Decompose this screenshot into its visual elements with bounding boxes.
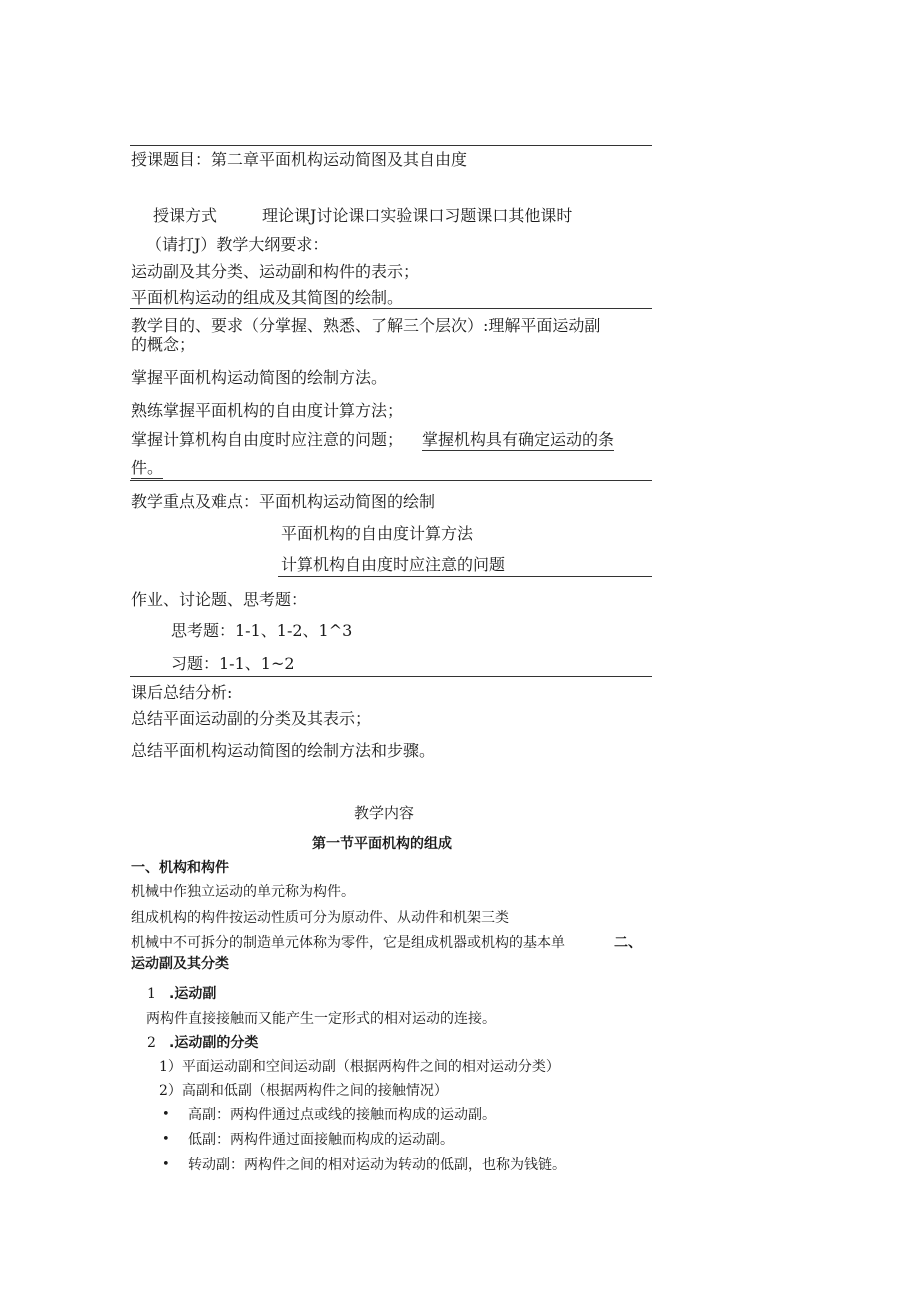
item-1-description: 两构件直接接触而又能产生一定形式的相对运动的连接。 bbox=[146, 1011, 496, 1027]
classification-2: 2）高副和低副（根据两构件之间的接触情况） bbox=[159, 1083, 448, 1099]
objectives-line-5b: 掌握机构具有确定运动的条 bbox=[422, 430, 615, 449]
key-points-line-1: 教学重点及难点：平面机构运动简图的绘制 bbox=[131, 492, 436, 511]
top-rule bbox=[130, 145, 652, 146]
bullet-icon: • bbox=[162, 1107, 170, 1122]
classification-1: 1）平面运动副和空间运动副（根据两构件之间的相对运动分类） bbox=[159, 1059, 560, 1075]
syllabus-line-1: 运动副及其分类、运动副和构件的表示； bbox=[131, 262, 420, 281]
homework-exercise: 习题：1-1、1~2 bbox=[171, 654, 295, 673]
summary-title: 课后总结分析: bbox=[131, 683, 233, 702]
paragraph-3-bold: 二、 bbox=[614, 935, 642, 951]
course-topic: 授课题目：第二章平面机构运动简图及其自由度 bbox=[131, 150, 468, 169]
syllabus-line-2: 平面机构运动的组成及其简图的绘制。 bbox=[131, 288, 404, 307]
homework-title: 作业、讨论题、思考题： bbox=[131, 590, 308, 609]
item-2-number: 2 bbox=[147, 1035, 156, 1051]
bullet-item-3: 转动副：两构件之间的相对运动为转动的低副，也称为钱链。 bbox=[188, 1157, 566, 1173]
bullet-item-2: 低副：两构件通过面接触而构成的运动副。 bbox=[188, 1132, 454, 1148]
rule-key-points-end bbox=[278, 576, 652, 577]
objectives-line-6: 件。 bbox=[131, 458, 164, 477]
summary-line-1: 总结平面运动副的分类及其表示； bbox=[131, 709, 372, 728]
rule-key-points bbox=[130, 480, 652, 481]
item-2-title: .运动副的分类 bbox=[169, 1035, 259, 1051]
content-heading: 教学内容 bbox=[354, 804, 415, 822]
objectives-line-1: 教学目的、要求（分掌握、熟悉、了解三个层次）:理解平面运动副 bbox=[131, 316, 601, 335]
key-points-line-2: 平面机构的自由度计算方法 bbox=[281, 524, 474, 543]
rule-summary bbox=[130, 676, 652, 677]
method-options: 理论课J讨论课口实验课口习题课口其他课时 bbox=[262, 206, 573, 225]
rule-objectives bbox=[130, 308, 652, 309]
paragraph-2: 组成机构的构件按运动性质可分为原动件、从动件和机架三类 bbox=[131, 910, 509, 926]
subsection-1-title: 一、机构和构件 bbox=[131, 860, 229, 876]
objectives-line-3: 掌握平面机构运动简图的绘制方法。 bbox=[131, 368, 388, 387]
summary-line-2: 总结平面机构运动简图的绘制方法和步骤。 bbox=[131, 741, 436, 760]
section-title: 第一节平面机构的组成 bbox=[312, 836, 452, 852]
key-points-line-3: 计算机构自由度时应注意的问题 bbox=[281, 555, 506, 574]
objectives-line-2: 的概念； bbox=[131, 335, 196, 354]
bullet-icon: • bbox=[162, 1157, 170, 1172]
item-1-number: 1 bbox=[147, 986, 156, 1002]
method-label: 授课方式 bbox=[153, 206, 218, 225]
subsection-2-title: 运动副及其分类 bbox=[131, 956, 229, 972]
homework-thinking: 思考题：1-1、1-2、1^3 bbox=[171, 621, 353, 640]
mark-hint-syllabus: （请打J）教学大纲要求： bbox=[146, 235, 329, 254]
paragraph-1: 机械中作独立运动的单元称为构件。 bbox=[131, 884, 355, 900]
bullet-item-1: 高副：两构件通过点或线的接触而构成的运动副。 bbox=[188, 1107, 496, 1123]
item-1-title: .运动副 bbox=[169, 986, 217, 1002]
bullet-icon: • bbox=[162, 1132, 170, 1147]
objectives-line-4: 熟练掌握平面机构的自由度计算方法； bbox=[131, 401, 404, 420]
objectives-line-5a: 掌握计算机构自由度时应注意的问题； bbox=[131, 430, 404, 449]
paragraph-3: 机械中不可拆分的制造单元体称为零件，它是组成机器或机构的基本单 bbox=[131, 935, 565, 951]
